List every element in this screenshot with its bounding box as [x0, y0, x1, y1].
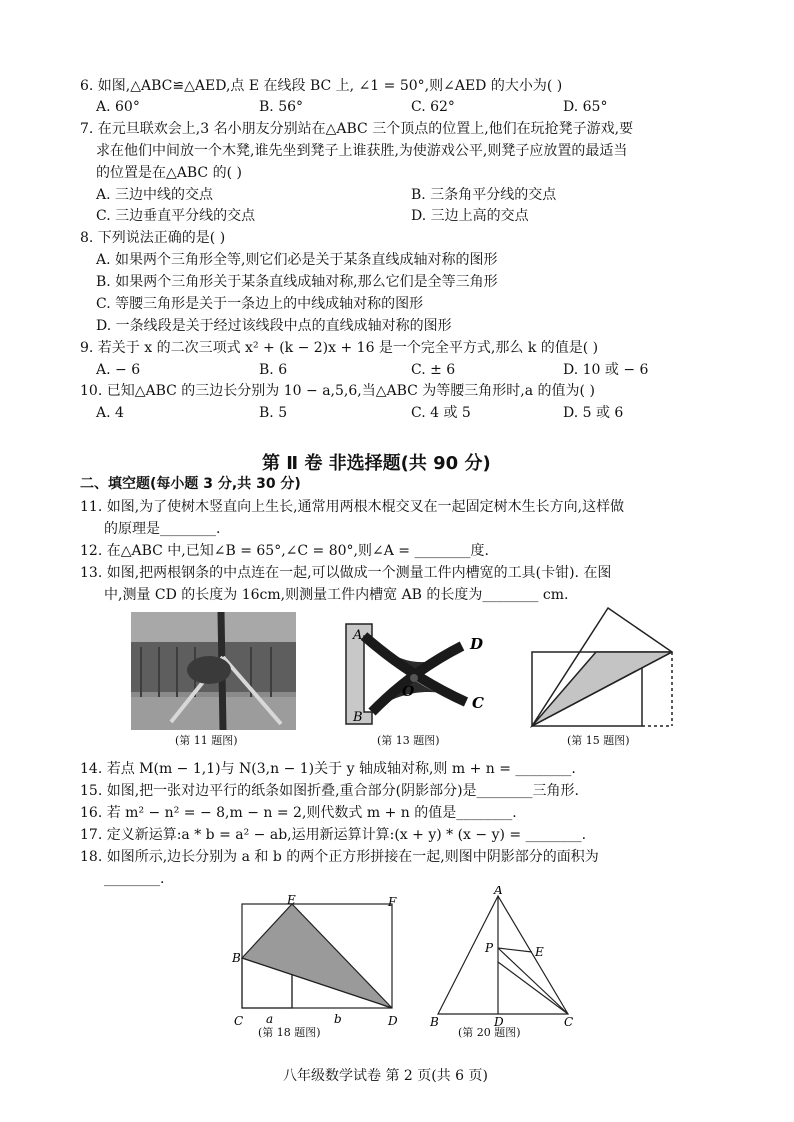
q12: 12. 在△ABC 中,已知∠B = 65°,∠C = 80°,则∠A = ________度. — [80, 543, 489, 559]
fig13-label-d: D — [470, 635, 484, 653]
fig13-label-b: B — [353, 710, 363, 725]
q7-option-d: D. 三边上高的交点 — [411, 208, 529, 224]
fill-in-section-title: 二、填空题(每小题 3 分,共 30 分) — [80, 476, 301, 492]
q7-option-a: A. 三边中线的交点 — [96, 187, 214, 203]
q7-stem-line3: 的位置是在△ABC 的( ) — [96, 165, 242, 181]
fig11-tree-photo — [131, 612, 296, 730]
q9-option-a: A. − 6 — [96, 362, 141, 378]
q14: 14. 若点 M(m − 1,1)与 N(3,n − 1)关于 y 轴成轴对称,则 m + n = ________. — [80, 761, 576, 777]
q17: 17. 定义新运算:a * b = a² − ab,运用新运算计算:(x + y) * (x − y) = ________. — [80, 827, 587, 843]
q18-line1: 18. 如图所示,边长分别为 a 和 b 的两个正方形拼接在一起,则图中阴影部分的面积为 — [80, 849, 599, 865]
q7-stem-line1: 7. 在元旦联欢会上,3 名小朋友分别站在△ABC 三个顶点的位置上,他们在玩抢凳子游戏,要 — [80, 121, 634, 137]
q9-option-c: C. ± 6 — [411, 362, 456, 378]
fig18-two-squares-diagram — [228, 892, 408, 1032]
fig11-caption: (第 11 题图) — [175, 734, 238, 747]
page-footer: 八年级数学试卷 第 2 页(共 6 页) — [283, 1068, 488, 1084]
fig18-label-side-b: b — [334, 1012, 342, 1026]
fig20-triangle-diagram — [428, 886, 578, 1028]
q9-option-b: B. 6 — [259, 362, 288, 378]
q10-option-b: B. 5 — [259, 405, 288, 421]
fig13-label-a: A — [353, 628, 363, 643]
fig20-label-e: E — [535, 945, 544, 959]
q9-stem: 9. 若关于 x 的二次三项式 x² + (k − 2)x + 16 是一个完全平方式,那么 k 的值是( ) — [80, 340, 599, 356]
fig13-caption: (第 13 题图) — [377, 734, 440, 747]
q16: 16. 若 m² − n² = − 8,m − n = 2,则代数式 m + n 的值是________. — [80, 805, 517, 821]
fig13-caliper-diagram — [336, 622, 496, 732]
q8-option-c: C. 等腰三角形是关于一条边上的中线成轴对称的图形 — [96, 296, 424, 312]
q6-option-a: A. 60° — [96, 99, 140, 115]
fig20-label-p: P — [485, 941, 494, 955]
fig13-label-o: O — [402, 684, 415, 700]
fig20-label-d: D — [494, 1015, 504, 1028]
fig18-label-d: D — [388, 1014, 398, 1028]
q11-line2: 的原理是________. — [104, 521, 221, 537]
q13-line1: 13. 如图,把两根钢条的中点连在一起,可以做成一个测量工件内槽宽的工具(卡钳). 在图 — [80, 565, 612, 581]
fig18-label-b: B — [232, 951, 241, 965]
q10-option-a: A. 4 — [96, 405, 124, 421]
q10-stem: 10. 已知△ABC 的三边长分别为 10 − a,5,6,当△ABC 为等腰三角形时,a 的值为( ) — [80, 383, 595, 399]
q11-line1: 11. 如图,为了使树木竖直向上生长,通常用两根木棍交叉在一起固定树木生长方向,这样做 — [80, 499, 625, 515]
fig13-label-c: C — [472, 694, 484, 712]
part2-heading: 第 Ⅱ 卷 非选择题(共 90 分) — [262, 453, 491, 474]
fig18-label-a: a — [266, 1012, 274, 1026]
q7-option-c: C. 三边垂直平分线的交点 — [96, 208, 256, 224]
fig18-label-e: E — [287, 893, 296, 907]
fig20-caption: (第 20 题图) — [458, 1026, 521, 1039]
q8-option-d: D. 一条线段是关于经过该线段中点的直线成轴对称的图形 — [96, 318, 452, 334]
fig18-label-f: F — [388, 895, 397, 909]
q8-stem: 8. 下列说法正确的是( ) — [80, 230, 226, 246]
fig20-label-b: B — [430, 1015, 439, 1028]
q6-option-c: C. 62° — [411, 99, 455, 115]
fig20-label-a: A — [494, 886, 503, 897]
fig18-label-c: C — [234, 1014, 244, 1028]
fig15-folded-strip-diagram — [528, 606, 676, 730]
q8-option-b: B. 如果两个三角形关于某条直线成轴对称,那么它们是全等三角形 — [96, 274, 498, 290]
q6-stem: 6. 如图,△ABC≌△AED,点 E 在线段 BC 上, ∠1 = 50°,则∠AED 的大小为( ) — [80, 78, 563, 94]
q10-option-d: D. 5 或 6 — [563, 405, 624, 421]
q7-stem-line2: 求在他们中间放一个木凳,谁先坐到凳子上谁获胜,为使游戏公平,则凳子应放置的最适当 — [96, 143, 628, 159]
q15: 15. 如图,把一张对边平行的纸条如图折叠,重合部分(阴影部分)是________三角形. — [80, 783, 579, 799]
q7-option-b: B. 三条角平分线的交点 — [411, 187, 557, 203]
q8-option-a: A. 如果两个三角形全等,则它们必是关于某条直线成轴对称的图形 — [96, 252, 498, 268]
fig18-caption: (第 18 题图) — [258, 1026, 321, 1039]
fig20-label-c: C — [564, 1015, 574, 1028]
q10-option-c: C. 4 或 5 — [411, 405, 471, 421]
q6-option-d: D. 65° — [563, 99, 608, 115]
q9-option-d: D. 10 或 − 6 — [563, 362, 649, 378]
q18-line2: ________. — [104, 871, 165, 887]
q13-line2: 中,测量 CD 的长度为 16cm,则测量工件内槽宽 AB 的长度为________ cm. — [104, 587, 569, 603]
fig15-caption: (第 15 题图) — [567, 734, 630, 747]
q6-option-b: B. 56° — [259, 99, 304, 115]
